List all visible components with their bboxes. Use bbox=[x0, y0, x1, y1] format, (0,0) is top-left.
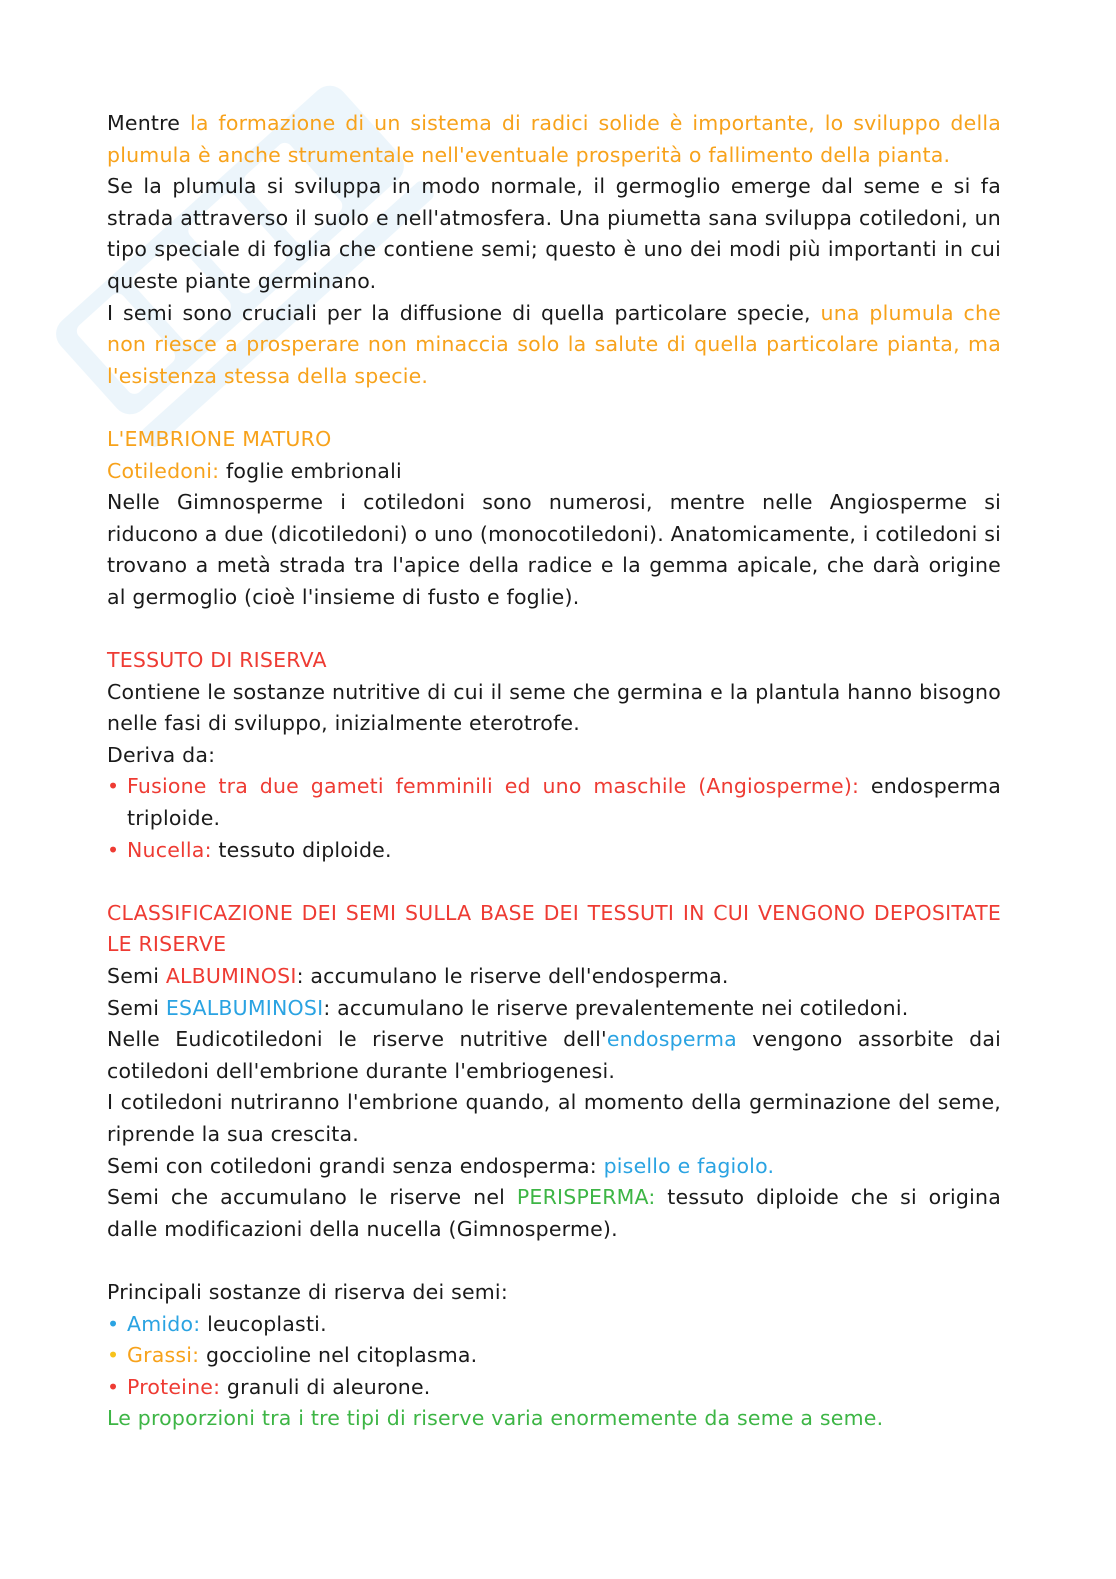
sostanze-intro: Principali sostanze di riserva dei semi: bbox=[107, 1279, 508, 1304]
highlight-orange: una plumula che non riesce a prosperare non minaccia solo la salute di quella particolare pianta, ma l'esistenza stessa della specie. bbox=[107, 300, 1001, 388]
perisperma-line: Semi che accumulano le riserve nel PERISPERMA: tessuto diploide che si origina dalle modificazioni della nucella (Gimnosperme). bbox=[107, 1185, 1001, 1241]
albuminosi-line: Semi ALBUMINOSI: accumulano le riserve dell'endosperma. bbox=[107, 964, 729, 989]
pisello-line: Semi con cotiledoni grandi senza endosperma: pisello e fagiolo. bbox=[107, 1153, 775, 1178]
paragraph-semi: I semi sono cruciali per la diffusione di quella particolare specie, una plumula che non riesce a prosperare non minaccia solo la salute di quella particolare pianta, ma l'esistenza stessa della specie. bbox=[107, 300, 1001, 388]
paragraph-tessuto: Contiene le sostanze nutritive di cui il seme che germina e la plantula hanno bisogno nelle fasi di sviluppo, inizialmente eterotrofe. bbox=[107, 679, 1001, 736]
bullet-icon: • bbox=[107, 1311, 120, 1336]
spacer bbox=[107, 392, 1001, 424]
bullet-icon: • bbox=[107, 837, 120, 862]
spacer bbox=[107, 614, 1001, 646]
paragraph-plumula: Mentre la formazione di un sistema di radici solide è importante, lo sviluppo della plumula è anche strumentale nell'eventuale prosperità o fallimento della pianta. bbox=[107, 111, 1001, 167]
bullet-icon: • bbox=[107, 1374, 120, 1399]
spacer bbox=[107, 866, 1001, 898]
list-item: • Amido: leucoplasti. bbox=[107, 1309, 1001, 1341]
section-heading-tessuto: TESSUTO DI RISERVA bbox=[107, 648, 327, 673]
list-item: • Grassi: goccioline nel citoplasma. bbox=[107, 1340, 1001, 1372]
spacer bbox=[107, 1245, 1001, 1277]
paragraph-embrione: Nelle Gimnosperme i cotiledoni sono numerosi, mentre nelle Angiosperme si riducono a due (dicotiledoni) o uno (monocotiledoni). Anatomicamente, i cotiledoni si trovano a metà strada tra l'apice della radice e la gemma apicale, che darà origine al germoglio (cioè l'insieme di fusto e foglie). bbox=[107, 490, 1001, 609]
conclusion-line: Le proporzioni tra i tre tipi di riserve varia enormemente da seme a seme. bbox=[107, 1406, 884, 1431]
document-page bbox=[107, 108, 1001, 1435]
eudicotiledoni-line: Nelle Eudicotiledoni le riserve nutritive dell'endosperma vengono assorbite dai cotiledoni dell'embrione durante l'embriogenesi. bbox=[107, 1027, 1001, 1083]
cotiledoni-label: Cotiledoni: bbox=[107, 458, 220, 483]
section-heading-embrione: L'EMBRIONE MATURO bbox=[107, 426, 332, 451]
section-heading-classificazione: CLASSIFICAZIONE DEI SEMI SULLA BASE DEI TESSUTI IN CUI VENGONO DEPOSITATE LE RISERVE bbox=[107, 900, 1001, 957]
highlight-orange: la formazione di un sistema di radici solide è importante, lo sviluppo della plumula è anche strumentale nell'eventuale prosperità o fallimento della pianta. bbox=[107, 111, 1001, 167]
list-item: • Fusione tra due gameti femminili ed uno maschile (Angiosperme): endosperma triploide. bbox=[107, 771, 1001, 834]
bullet-icon: • bbox=[107, 774, 120, 799]
deriva-line: Deriva da: bbox=[107, 742, 216, 767]
bullet-icon: • bbox=[107, 1343, 120, 1368]
list-item: • Proteine: granuli di aleurone. bbox=[107, 1372, 1001, 1404]
list-item: • Nucella: tessuto diploide. bbox=[107, 835, 1001, 867]
cotiledoni-nutrizione-line: I cotiledoni nutriranno l'embrione quando, al momento della germinazione del seme, riprende la sua crescita. bbox=[107, 1090, 1001, 1146]
cotiledoni-line: Cotiledoni: foglie embrionali bbox=[107, 458, 402, 483]
esalbuminosi-line: Semi ESALBUMINOSI: accumulano le riserve prevalentemente nei cotiledoni. bbox=[107, 995, 909, 1020]
paragraph-germoglio: Se la plumula si sviluppa in modo normale, il germoglio emerge dal seme e si fa strada attraverso il suolo e nell'atmosfera. Una piumetta sana sviluppa cotiledoni, un tipo speciale di foglia che contiene semi; questo è uno dei modi più importanti in cui queste piante germinano. bbox=[107, 174, 1001, 293]
